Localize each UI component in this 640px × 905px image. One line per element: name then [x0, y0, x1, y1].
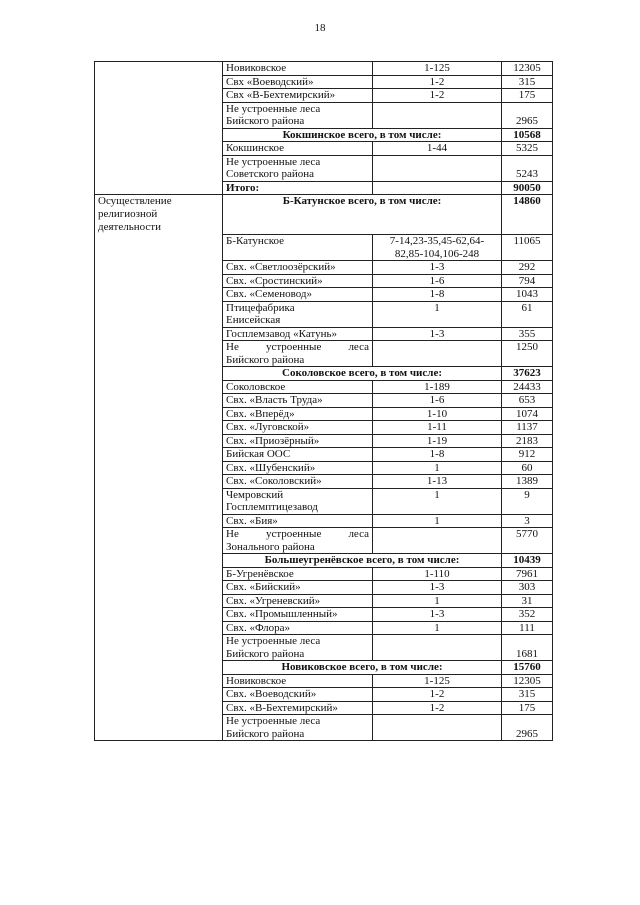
forest-name: Свх. «Светлоозёрский»	[223, 261, 373, 275]
forest-name: Свх. «Угреневский»	[223, 594, 373, 608]
quarter-numbers: 1-10	[373, 407, 502, 421]
area-value: 315	[502, 688, 553, 702]
forest-name-line: Бийского района	[226, 353, 305, 366]
subtotal-label: Новиковское всего, в том числе:	[223, 661, 502, 675]
quarter-numbers: 1-2	[373, 688, 502, 702]
subtotal-value: 37623	[502, 367, 553, 381]
subtotal-label: Соколовское всего, в том числе:	[223, 367, 502, 381]
area-value: 352	[502, 608, 553, 622]
forest-name: Свх. «Приозёрный»	[223, 434, 373, 448]
quarter-numbers	[373, 102, 502, 128]
area-value: 303	[502, 581, 553, 595]
subtotal-value: 14860	[502, 195, 553, 235]
forest-name-line: Птицефабрика	[226, 301, 295, 314]
forest-name-line: Не устроенные леса	[226, 341, 369, 353]
area-value: 2183	[502, 434, 553, 448]
forest-name: Свх. «В-Бехтемирский»	[223, 701, 373, 715]
area-value: 175	[502, 701, 553, 715]
quarter-numbers	[373, 155, 502, 181]
quarter-numbers: 1-2	[373, 701, 502, 715]
area-value: 7961	[502, 567, 553, 581]
quarter-numbers: 1-3	[373, 608, 502, 622]
forest-name-line: Не устроенные леса	[226, 528, 369, 540]
area-value: 355	[502, 327, 553, 341]
forest-allocation-table	[94, 61, 553, 741]
area-value: 11065	[502, 235, 553, 261]
forest-name: Свх «В-Бехтемирский»	[223, 89, 373, 103]
quarter-numbers-line: 82,85-104,106-248	[394, 247, 480, 260]
subtotal-label: Кокшинское всего, в том числе:	[223, 128, 502, 142]
forest-name: Б-Угренёвское	[223, 567, 373, 581]
quarter-numbers	[373, 528, 502, 554]
area-value: 9	[502, 488, 553, 514]
subtotal-value: 15760	[502, 661, 553, 675]
forest-name: Свх. «Власть Труда»	[223, 394, 373, 408]
forest-name: Свх. «Луговской»	[223, 421, 373, 435]
forest-name-line: Госплемптицезавод	[226, 501, 318, 513]
area-value: 1681	[502, 635, 553, 661]
subtotal-label: Б-Катунское всего, в том числе:	[223, 195, 502, 235]
activity-line: деятельности	[98, 221, 161, 233]
forest-name: Свх. «Вперёд»	[223, 407, 373, 421]
forest-name	[223, 635, 373, 661]
subtotal-row	[95, 195, 553, 235]
forest-name-line: Енисейская	[226, 314, 281, 326]
forest-name-line: Советского района	[226, 168, 314, 180]
area-value: 3	[502, 514, 553, 528]
forest-name	[223, 715, 373, 741]
activity-line: религиозной	[98, 208, 158, 220]
activity-line: Осуществление	[98, 195, 172, 207]
area-value: 1389	[502, 475, 553, 489]
area-value: 1043	[502, 288, 553, 302]
quarter-numbers: 1	[373, 594, 502, 608]
forest-name: Свх. «Соколовский»	[223, 475, 373, 489]
forest-name-line: Чемровский	[226, 488, 284, 501]
forest-name: Свх. «Семеновод»	[223, 288, 373, 302]
page-number: 18	[314, 22, 326, 34]
grand-total-label: Итого:	[223, 181, 373, 195]
forest-name-line: Не устроенные леса	[226, 715, 321, 727]
quarter-numbers: 1	[373, 514, 502, 528]
forest-name: Госплемзавод «Катунь»	[223, 327, 373, 341]
quarter-numbers: 1-189	[373, 380, 502, 394]
activity-type-cell	[95, 195, 223, 741]
forest-name: Б-Катунское	[223, 235, 373, 261]
forest-name: Свх. «Шубенский»	[223, 461, 373, 475]
forest-name	[223, 102, 373, 128]
forest-name: Свх. «Воеводский»	[223, 688, 373, 702]
forest-name: Кокшинское	[223, 142, 373, 156]
forest-name: Свх. «Промышленный»	[223, 608, 373, 622]
forest-name: Бийская ООС	[223, 448, 373, 462]
quarter-numbers: 1-3	[373, 327, 502, 341]
area-value: 60	[502, 461, 553, 475]
quarter-numbers: 1-3	[373, 261, 502, 275]
quarter-numbers: 1-2	[373, 89, 502, 103]
area-value: 315	[502, 75, 553, 89]
empty-activity-cell	[95, 62, 223, 195]
quarter-numbers: 1	[373, 488, 502, 514]
forest-name: Соколовское	[223, 380, 373, 394]
quarter-numbers	[373, 715, 502, 741]
quarter-numbers: 1-6	[373, 394, 502, 408]
forest-name: Новиковское	[223, 674, 373, 688]
area-value: 5325	[502, 142, 553, 156]
quarter-numbers: 1-6	[373, 274, 502, 288]
forest-name: Свх «Воеводский»	[223, 75, 373, 89]
forest-name: Свх. «Бия»	[223, 514, 373, 528]
table-row	[95, 62, 553, 76]
area-value: 31	[502, 594, 553, 608]
area-value: 794	[502, 274, 553, 288]
area-value: 111	[502, 621, 553, 635]
quarter-numbers: 1-19	[373, 434, 502, 448]
area-value: 175	[502, 89, 553, 103]
quarter-numbers: 1	[373, 461, 502, 475]
quarter-numbers: 1-2	[373, 75, 502, 89]
quarter-numbers	[373, 341, 502, 367]
area-value: 12305	[502, 674, 553, 688]
area-value: 5243	[502, 155, 553, 181]
quarter-numbers: 1-3	[373, 581, 502, 595]
forest-name: Новиковское	[223, 62, 373, 76]
area-value: 12305	[502, 62, 553, 76]
area-value: 1074	[502, 407, 553, 421]
forest-name	[223, 488, 373, 514]
forest-name-line: Бийского района	[226, 727, 305, 740]
quarter-numbers: 1-13	[373, 475, 502, 489]
forest-name	[223, 155, 373, 181]
subtotal-value: 10568	[502, 128, 553, 142]
forest-name: Свх. «Сростинский»	[223, 274, 373, 288]
subtotal-value: 10439	[502, 554, 553, 568]
forest-name	[223, 528, 373, 554]
area-value: 2965	[502, 715, 553, 741]
forest-name-line: Бийского района	[226, 647, 305, 660]
area-value: 61	[502, 301, 553, 327]
subtotal-label: Большеугренёвское всего, в том числе:	[223, 554, 502, 568]
quarter-numbers: 1	[373, 301, 502, 327]
empty-cell	[373, 181, 502, 195]
area-value: 292	[502, 261, 553, 275]
forest-name: Свх. «Флора»	[223, 621, 373, 635]
forest-name-line: Зонального района	[226, 540, 315, 553]
forest-name: Свх. «Бийский»	[223, 581, 373, 595]
forest-name-line: Не устроенные леса	[226, 155, 321, 168]
quarter-numbers: 1-8	[373, 288, 502, 302]
area-value: 653	[502, 394, 553, 408]
forest-name	[223, 341, 373, 367]
quarter-numbers: 1-8	[373, 448, 502, 462]
area-value: 2965	[502, 102, 553, 128]
area-value: 5770	[502, 528, 553, 554]
forest-name-line: Не устроенные леса	[226, 635, 321, 647]
quarter-numbers: 1-11	[373, 421, 502, 435]
quarter-numbers: 1-125	[373, 62, 502, 76]
quarter-numbers: 1-110	[373, 567, 502, 581]
quarter-numbers-line: 7-14,23-35,45-62,64-	[389, 235, 485, 247]
quarter-numbers: 1	[373, 621, 502, 635]
quarter-numbers	[373, 635, 502, 661]
forest-name	[223, 301, 373, 327]
forest-name-line: Не устроенные леса	[226, 102, 321, 115]
area-value: 912	[502, 448, 553, 462]
area-value: 1250	[502, 341, 553, 367]
quarter-numbers	[373, 235, 502, 261]
forest-name-line: Бийского района	[226, 115, 305, 127]
quarter-numbers: 1-125	[373, 674, 502, 688]
grand-total-value: 90050	[502, 181, 553, 195]
area-value: 1137	[502, 421, 553, 435]
quarter-numbers: 1-44	[373, 142, 502, 156]
area-value: 24433	[502, 380, 553, 394]
